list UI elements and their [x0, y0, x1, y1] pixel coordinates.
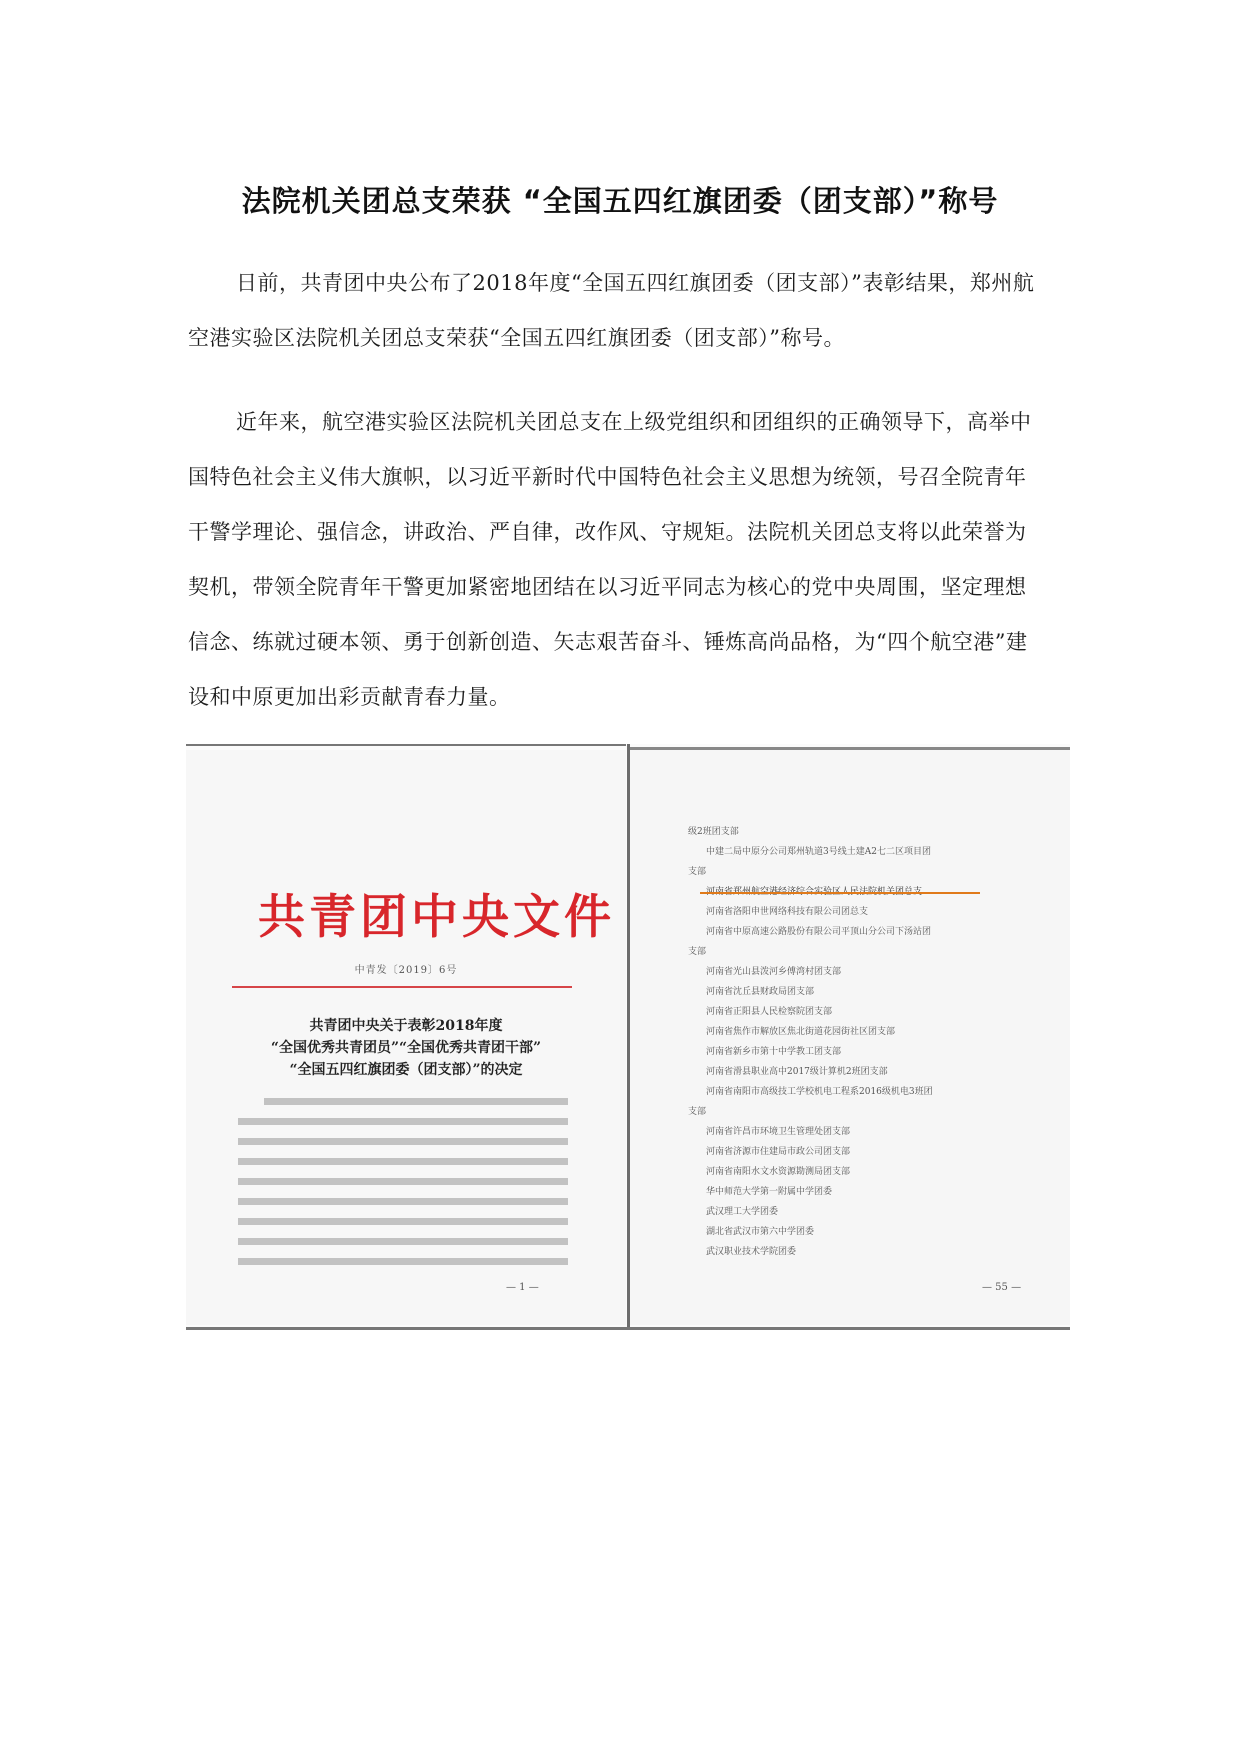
illegible-body-text: [238, 1098, 568, 1278]
red-header: 共青团中央文件: [258, 890, 615, 945]
article-paragraph-2: 近年来，航空港实验区法院机关团总支在上级党组织和团组织的正确领导下，高举中国特色社会主义伟大旗帜，以习近平新时代中国特色社会主义思想为统领，号召全院青年干警学理论、强信念，讲政治、严自律，改作风、守规矩。法院机关团总支将以此荣誉为契机，带领全院青年干警更加紧密地团结在以习近平同志为核心的党中央周围，坚定理想信念、练就过硬本领、勇于创新创造、矢志艰苦奋斗、锤炼高尚品格，为“四个航空港”建设和中原更加出彩贡献青春力量。: [188, 410, 1032, 709]
award-list: [688, 822, 1038, 1262]
list-item: 河南省南阳市高级技工学校机电工程系2016级机电3班团: [706, 1087, 933, 1097]
scan-page-right: [630, 750, 1070, 1325]
scanned-document-figure: [186, 744, 1070, 1329]
list-item: 河南省滑县职业高中2017级计算机2班团支部: [706, 1067, 888, 1077]
list-item: 中建二局中原分公司郑州轨道3号线土建A2七二区项目团: [706, 847, 931, 857]
orange-highlight-underline: [700, 892, 980, 894]
list-item: 河南省新乡市第十中学教工团支部: [706, 1047, 842, 1057]
list-item: 武汉职业技术学院团委: [706, 1247, 797, 1257]
list-item: 支部: [688, 947, 707, 957]
list-item: 河南省正阳县人民检察院团支部: [706, 1007, 833, 1017]
red-divider: [232, 986, 572, 988]
decision-title-line: “全国优秀共青团员”“全国优秀共青团干部”: [270, 1040, 542, 1056]
list-item: 河南省沈丘县财政局团支部: [706, 987, 815, 997]
list-item: 武汉理工大学团委: [706, 1207, 779, 1217]
list-item: 支部: [688, 1107, 707, 1117]
decision-title-line: 共青团中央关于表彰2018年度: [309, 1018, 503, 1034]
list-item: 级2班团支部: [688, 827, 739, 837]
list-item: 河南省光山县泼河乡傅湾村团支部: [706, 967, 842, 977]
figure-top-rule: [186, 744, 626, 746]
list-item: 华中师范大学第一附属中学团委: [706, 1187, 833, 1197]
list-item: 河南省济源市住建局市政公司团支部: [706, 1147, 851, 1157]
list-item: 河南省南阳水文水资源勘测局团支部: [706, 1167, 851, 1177]
figure-bottom-rule: [186, 1327, 1070, 1330]
list-item: 湖北省武汉市第六中学团委: [706, 1227, 815, 1237]
page-number: — 1 —: [506, 1282, 539, 1293]
list-item: 河南省许昌市环境卫生管理处团支部: [706, 1127, 851, 1137]
article-paragraph-1: 日前，共青团中央公布了2018年度“全国五四红旗团委（团支部）”表彰结果，郑州航空港实验区法院机关团总支荣获“全国五四红旗团委（团支部）”称号。: [188, 271, 1035, 350]
list-item: 河南省焦作市解放区焦北街道花园街社区团支部: [706, 1027, 896, 1037]
page-number: — 55 —: [982, 1282, 1022, 1293]
scan-page-left: [186, 750, 626, 1325]
list-item: 河南省中原高速公路股份有限公司平顶山分公司下汤站团: [706, 927, 932, 937]
decision-title-line: “全国五四红旗团委（团支部）”的决定: [289, 1062, 523, 1078]
document-number: 中青发〔2019〕6号: [354, 965, 458, 976]
list-item: 支部: [688, 867, 707, 877]
list-item: 河南省洛阳申世网络科技有限公司团总支: [706, 907, 869, 917]
article-title: 法院机关团总支荣获 “全国五四红旗团委（团支部）”称号: [241, 184, 999, 219]
